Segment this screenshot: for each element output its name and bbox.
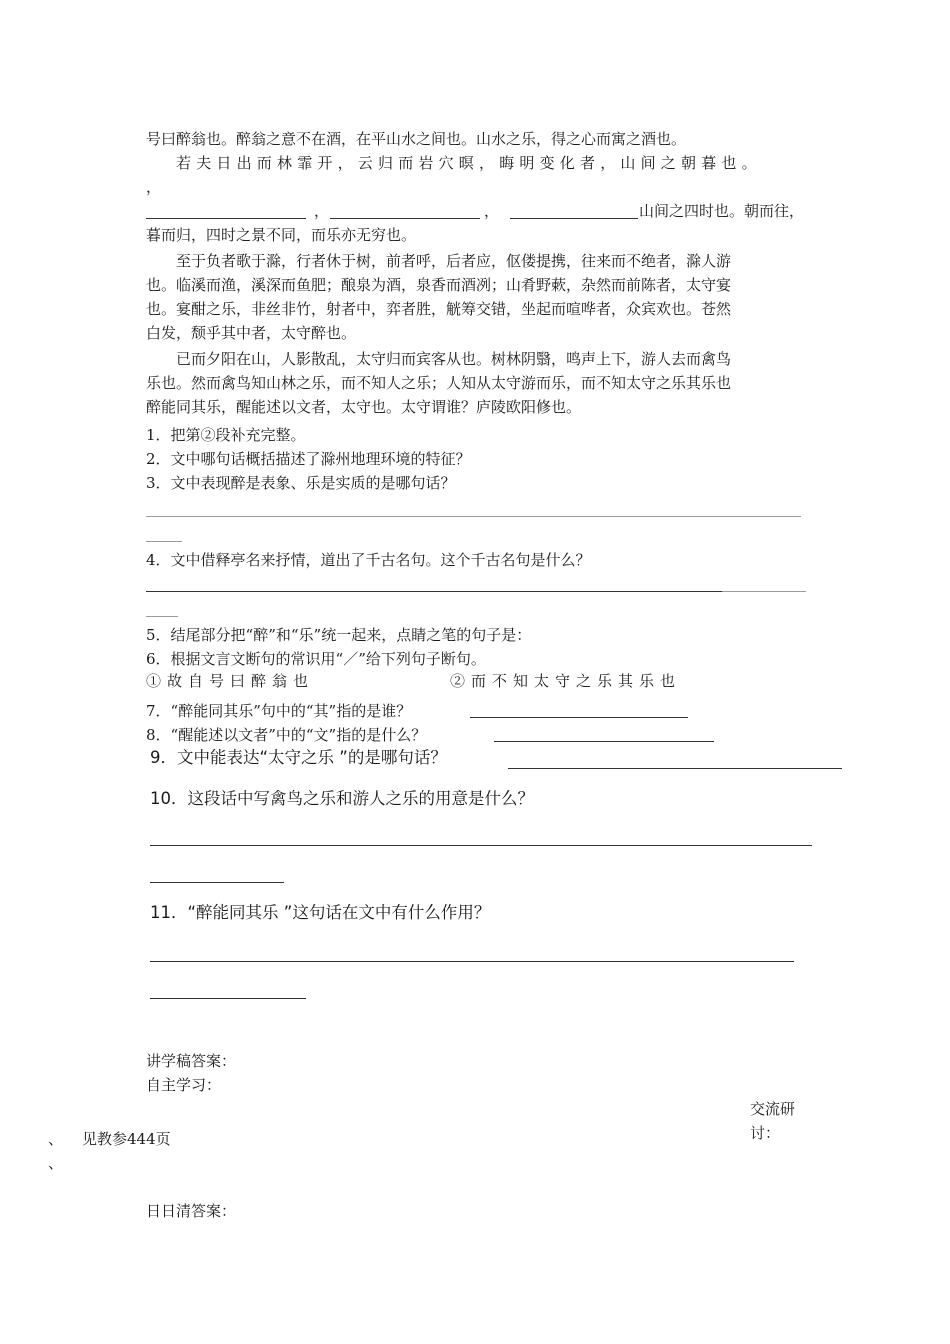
fill-blank-line [146, 218, 306, 219]
passage-line: 也。宴酣之乐，非丝非竹，射者中，弈者胜，觥筹交错，坐起而喧哗者，众宾欢也。苍然 [146, 300, 732, 318]
passage-line: 至于负者歌于滁，行者休于树，前者呼，后者应，伛偻提携，往来而不绝者，滁人游 [176, 252, 732, 270]
self-study-label: 自主学习： [146, 1076, 222, 1094]
reference-note: 见教参444页 [82, 1130, 171, 1148]
passage-line: 白发，颓乎其中者，太守醉也。 [146, 324, 357, 342]
fill-blank-line [330, 218, 480, 219]
passage-line: 暮而归，四时之景不同，而乐亦无穷也。 [146, 226, 417, 244]
answer-line [150, 882, 284, 883]
passage-line: 已而夕阳在山，人影散乱，太守归而宾客从也。树林阴翳，鸣声上下，游人去而禽鸟 [176, 350, 732, 368]
passage-line: 醉能同其乐，醒能述以文者，太守也。太守谓谁？庐陵欧阳修也。 [146, 398, 582, 416]
passage-separator: ， [484, 202, 500, 220]
question-6-sentence-a: ①故自号曰醉翁也 [146, 672, 315, 690]
question-4: 4．文中借释亭名来抒情，道出了千古名句。这个千古名句是什么？ [146, 551, 591, 569]
answer-line [146, 616, 178, 617]
answer-line [150, 998, 306, 999]
passage-comma: ， [146, 178, 162, 196]
passage-line: 山间之四时也。朝而往， [639, 202, 805, 220]
question-9: 9．文中能表达“太守之乐 ”的是哪句话？ [150, 748, 447, 767]
answer-line [494, 741, 714, 742]
question-6-sentence-b: ②而不知太守之乐其乐也 [450, 672, 682, 690]
question-5: 5．结尾部分把“醉”和“乐”统一起来，点睛之笔的句子是： [146, 626, 532, 644]
answer-line [150, 961, 794, 962]
passage-line: 乐也。然而禽鸟知山林之乐，而不知人之乐；人知从太守游而乐，而不知太守之乐其乐也 [146, 374, 732, 392]
passage-line: 号曰醉翁也。醉翁之意不在酒，在平山水之间也。山水之乐，得之心而寓之酒也。 [146, 130, 687, 148]
question-3: 3．文中表现醉是表象、乐是实质的是哪句话？ [146, 474, 456, 492]
question-7: 7．“醉能同其乐”句中的“其”指的是谁？ [146, 702, 412, 720]
question-2: 2．文中哪句话概括描述了滁州地理环境的特征？ [146, 450, 471, 468]
question-10: 10．这段话中写禽鸟之乐和游人之乐的用意是什么？ [150, 789, 534, 808]
answer-line [146, 591, 722, 592]
passage-line: 若夫日出而林霏开，云归而岩穴暝，晦明变化者，山间之朝暮也。 [176, 154, 762, 172]
fill-blank-line [510, 218, 638, 219]
passage-separator: ， [314, 202, 330, 220]
list-mark: 、 [48, 1130, 64, 1148]
question-8: 8．“醒能述以文者”中的“文”指的是什么？ [146, 726, 427, 744]
daily-answers-heading: 日日清答案： [146, 1202, 237, 1220]
answer-line [722, 591, 806, 592]
answer-line [146, 516, 801, 517]
answer-line [150, 845, 812, 846]
exchange-label-line1: 交流研 [750, 1100, 796, 1118]
answer-line [470, 717, 688, 718]
passage-line: 也。临溪而渔，溪深而鱼肥；酿泉为酒，泉香而酒冽；山肴野蔌，杂然而前陈者，太守宴 [146, 276, 732, 294]
lecture-answers-heading: 讲学稿答案： [146, 1052, 237, 1070]
question-6: 6．根据文言文断句的常识用“／”给下列句子断句。 [146, 650, 486, 668]
question-1: 1．把第②段补充完整。 [146, 426, 306, 444]
list-mark: 、 [48, 1154, 64, 1172]
exchange-label-line2: 讨： [750, 1124, 781, 1142]
question-11: 11．“醉能同其乐 ”这句话在文中有什么作用？ [150, 903, 491, 922]
answer-line [508, 768, 842, 769]
answer-line [146, 541, 182, 542]
